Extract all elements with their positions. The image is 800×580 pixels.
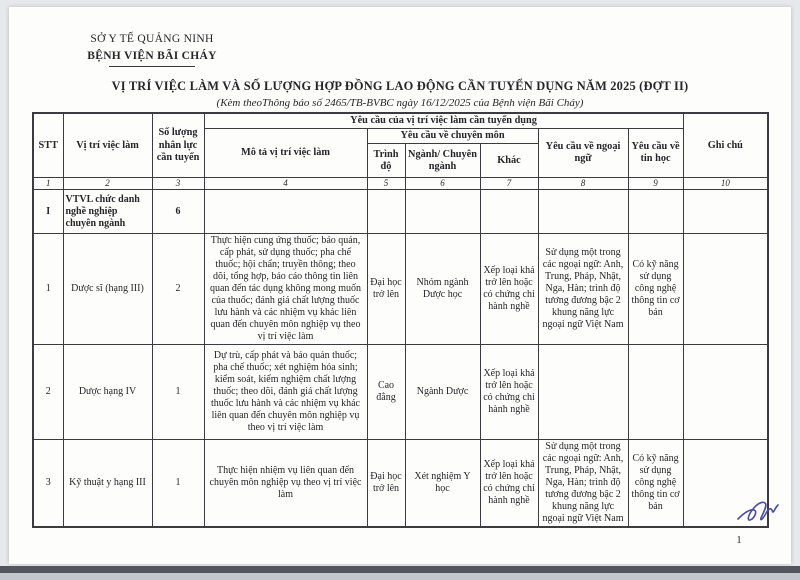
col-number: 10 [683,178,768,190]
table-row [33,345,768,440]
cell-major: Xét nghiệm Y học [405,440,480,528]
cell-informatics: Có kỹ năng sử dụng công nghệ thông tin cơ bản [628,234,683,345]
cell-notes [683,345,768,440]
cell-notes [683,190,768,234]
cell-quantity: 1 [152,440,204,528]
col-header-stt: STT [33,113,63,178]
cell-position: Dược hạng IV [63,345,152,440]
cell-foreign-language [538,345,628,440]
col-header-degree: Trình độ [367,144,405,178]
org-header [47,31,257,67]
document-page [9,7,791,564]
cell-other [480,190,538,234]
col-header-foreign-language: Yêu cầu về ngoại ngữ [538,129,628,178]
col-number: 3 [152,178,204,190]
cell-position: Kỹ thuật y hạng III [63,440,152,528]
cell-position: VTVL chức danh nghề nghiệp chuyên ngành [63,190,152,234]
scan-edge-dark [0,566,800,573]
cell-informatics [628,190,683,234]
cell-informatics: Có kỹ năng sử dụng công nghệ thông tin cơ bản [628,440,683,528]
cell-stt: I [33,190,63,234]
col-header-notes: Ghi chú [683,113,768,178]
cell-notes [683,234,768,345]
cell-degree: Cao đẳng [367,345,405,440]
col-header-requirements-group: Yêu cầu của vị trí việc làm cần tuyển dụng [204,113,683,129]
cell-major: Nhóm ngành Dược học [405,234,480,345]
cell-degree [367,190,405,234]
cell-stt: 3 [33,440,63,528]
org-name: BỆNH VIỆN BÃI CHÁY [87,49,217,62]
cell-other: Xếp loại khá trở lên hoặc có chứng chỉ hành nghề [480,234,538,345]
col-header-other: Khác [480,144,538,178]
table-row-section [33,190,768,234]
col-number: 5 [367,178,405,190]
table-row [33,440,768,528]
cell-foreign-language: Sử dụng một trong các ngoại ngữ: Anh, Trung, Pháp, Nhật, Nga, Hàn; trình độ tương đương bậc 2 khung năng lực ngoại ngữ Việt Nam [538,440,628,528]
cell-major: Ngành Dược [405,345,480,440]
cell-stt: 2 [33,345,63,440]
col-header-quantity: Số lượng nhân lực cần tuyển [152,113,204,178]
page-number: 1 [736,535,742,546]
cell-description: Dự trù, cấp phát và bảo quản thuốc; pha chế thuốc; xét nghiệm hóa sinh; kiểm soát, kiểm nghiệm chất lượng thuốc; theo dõi, đánh giá chất lượng thuốc lưu hành và các nhiệm vụ khác liên quan đến chuyên môn nghiệp vụ theo vị trí việc làm [204,345,367,440]
org-underline [109,66,195,67]
col-number: 1 [33,178,63,190]
handwritten-signature-icon [734,497,780,527]
col-header-professional-group: Yêu cầu về chuyên môn [367,129,538,144]
cell-description: Thực hiện cung ứng thuốc; bảo quản, cấp phát, sử dụng thuốc; pha chế thuốc; hội chẩn; truyền thông; theo dõi, tổng hợp, báo cáo thông tin liên quan đến tác dụng không mong muốn của thuốc; đánh giá chất lượng thuốc lưu hành và các nhiệm vụ khác liên quan đến chuyên môn nghiệp vụ theo vị trí việc làm [204,234,367,345]
recruitment-table [32,112,769,528]
org-department: SỞ Y TẾ QUẢNG NINH [90,33,214,45]
cell-quantity: 6 [152,190,204,234]
cell-quantity: 1 [152,345,204,440]
col-number: 2 [63,178,152,190]
col-header-position: Vị trí việc làm [63,113,152,178]
page-title: VỊ TRÍ VIỆC LÀM VÀ SỐ LƯỢNG HỢP ĐỒNG LAO ĐỘNG CẦN TUYỂN DỤNG NĂM 2025 (ĐỢT II) [111,79,689,93]
table-row [33,234,768,345]
col-number: 6 [405,178,480,190]
cell-informatics [628,345,683,440]
scan-edge-light [0,573,800,580]
cell-foreign-language: Sử dụng một trong các ngoại ngữ: Anh, Trung, Pháp, Nhật, Nga, Hàn; trình độ tương đương bậc 2 khung năng lực ngoại ngữ Việt Nam [538,234,628,345]
cell-degree: Đại học trở lên [367,440,405,528]
cell-quantity: 2 [152,234,204,345]
cell-position: Dược sĩ (hạng III) [63,234,152,345]
col-header-description: Mô tả vị trí việc làm [204,129,367,178]
cell-description [204,190,367,234]
col-number: 7 [480,178,538,190]
cell-major [405,190,480,234]
col-header-informatics: Yêu cầu về tin học [628,129,683,178]
cell-degree: Đại học trở lên [367,234,405,345]
col-number: 4 [204,178,367,190]
cell-other: Xếp loại khá trở lên hoặc có chứng chỉ hành nghề [480,345,538,440]
page-subtitle: (Kèm theoThông báo số 2465/TB-BVBC ngày 16/12/2025 của Bệnh viện Bãi Cháy) [216,97,584,109]
cell-foreign-language [538,190,628,234]
cell-other: Xếp loại khá trở lên hoặc có chứng chỉ hành nghề [480,440,538,528]
col-header-major: Ngành/ Chuyên ngành [405,144,480,178]
cell-description: Thực hiện nhiệm vụ liên quan đến chuyên môn nghiệp vụ theo vị trí việc làm [204,440,367,528]
cell-stt: 1 [33,234,63,345]
col-number: 8 [538,178,628,190]
col-number: 9 [628,178,683,190]
